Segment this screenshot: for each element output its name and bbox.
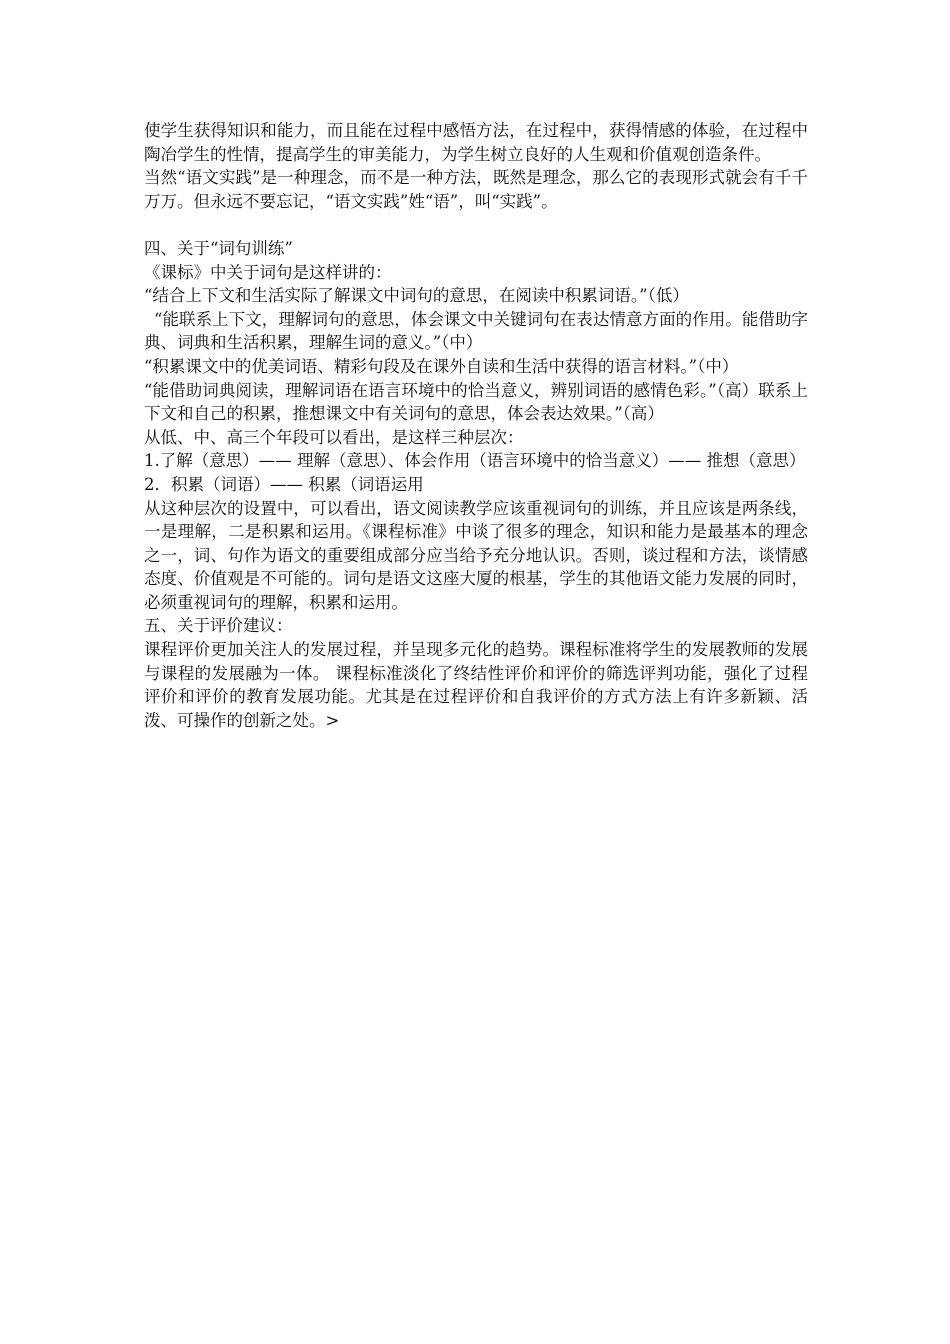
quote-high: “能借助词典阅读，理解词语在语言环境中的恰当意义，辨别词语的感情色彩。”（高）联系上下文和自己的积累，推想课文中有关词句的意思，体会表达效果。”（高） xyxy=(144,380,808,424)
list-item-1: 1.了解（意思）—— 理解（意思）、体会作用（语言环境中的恰当意义）—— 推想（意思） xyxy=(144,451,806,471)
paragraph-evaluation: 课程评价更加关注人的发展过程，并呈现多元化的趋势。课程标准将学生的发展教师的发展与课程的发展融为一体。 课程标准淡化了终结性评价和评价的筛选评判功能，强化了过程评价和评价的教育发展功能。尤其是在过程评价和自我评价的方式方法上有许多新颖、活泼、可操作的创新之处。> xyxy=(144,640,808,730)
blank-line xyxy=(144,213,808,237)
paragraph-word-training: 从这种层次的设置中，可以看出，语文阅读教学应该重视词句的训练，并且应该是两条线，一是理解，二是积累和运用。《课程标准》中谈了很多的理念，知识和能力是最基本的理念之一，词、句作为语文的重要组成部分应当给予充分地认识。否则，谈过程和方法，谈情感态度、价值观是不可能的。词句是语文这座大厦的根基，学生的其他语文能力发展的同时，必须重视词句的理解，积累和运用。 xyxy=(144,498,808,612)
quote-middle-2: “积累课文中的优美词语、精彩句段及在课外自读和生活中获得的语言材料。”（中） xyxy=(144,356,739,376)
paragraph-intro: 使学生获得知识和能力，而且能在过程中感悟方法，在过程中，获得情感的体验，在过程中陶冶学生的性情，提高学生的审美能力，为学生树立良好的人生观和价值观创造条件。 xyxy=(144,121,808,164)
document-page xyxy=(144,119,808,732)
list-item-2: 2．积累（词语）—— 积累（词语运用 xyxy=(144,474,424,494)
quote-middle-1: “能联系上下文，理解词句的意思，体会课文中关键词句在表达情意方面的作用。能借助字典、词典和生活积累，理解生词的意义。”（中） xyxy=(144,309,808,353)
paragraph-levels: 从低、中、高三个年段可以看出，是这样三种层次： xyxy=(144,427,524,447)
section-heading-four: 四、关于“词句训练” xyxy=(144,238,293,258)
quote-low: “结合上下文和生活实际了解课文中词句的意思，在阅读中积累词语。”（低） xyxy=(144,286,689,306)
section-heading-five: 五、关于评价建议： xyxy=(144,616,293,636)
paragraph-language-practice: 当然“语文实践”是一种理念，而不是一种方法，既然是理念，那么它的表现形式就会有千千万万。但永远不要忘记，“语文实践”姓“语”，叫“实践”。 xyxy=(144,168,808,211)
paragraph-standard-intro: 《课标》中关于词句是这样讲的： xyxy=(144,262,392,282)
